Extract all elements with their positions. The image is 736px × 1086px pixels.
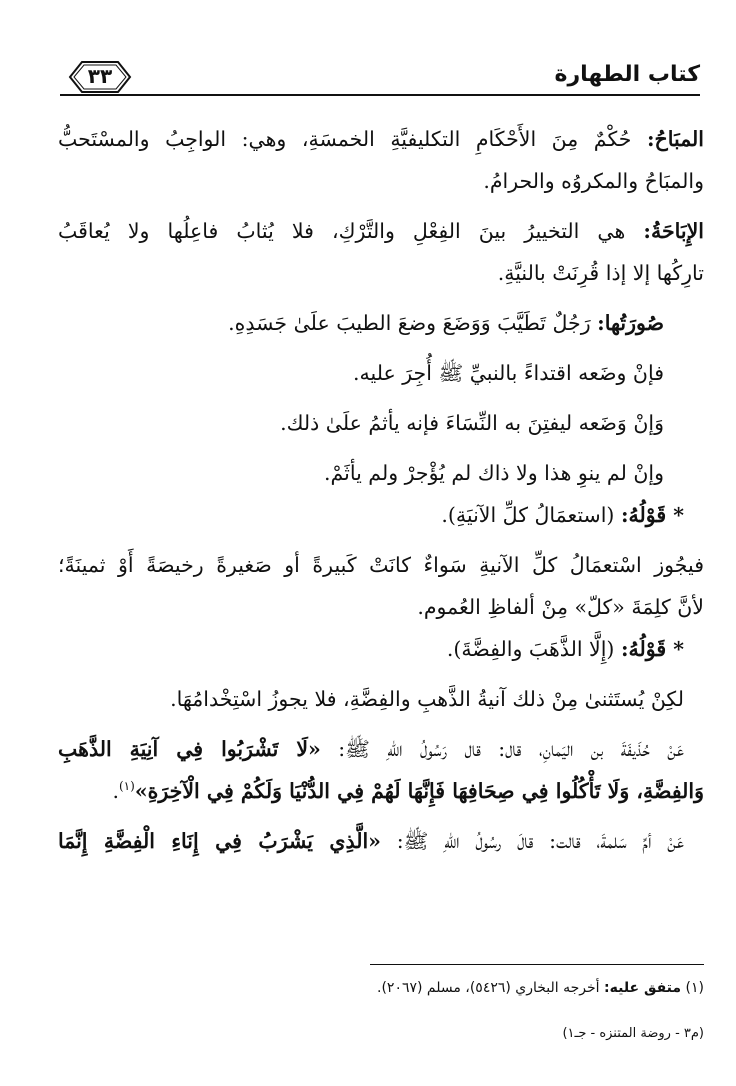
footnote (58, 980, 704, 996)
hadith-text: «لَا تَشْرَبُوا فِي آنِيَةِ الذَّهَبِ (58, 737, 321, 761)
line-text: حُكْمٌ مِنَ الأَحْكَامِ التكليفيَّةِ الخمسَةِ، وهي: الواجِبُ والمسْتَحبُّ (58, 127, 647, 151)
text-line (58, 352, 704, 394)
page-header (60, 58, 700, 98)
text-line (58, 252, 704, 294)
term-ibaha: الإِبَاحَةُ: (643, 219, 704, 243)
line-text: وَإنْ وَضَعه ليفتِنَ به النِّسَاءَ فإنه يأثمُ علَىٰ ذلك. (280, 411, 664, 435)
footnote-label: متفق عليه: (604, 980, 682, 996)
term-qawluhu: * قَوْلُهُ: (620, 503, 684, 527)
line-text: هي التخييرُ بينَ الفِعْلِ والتَّرْكِ، فلا يُثابُ فاعِلُها ولا يُعاقَبُ (58, 219, 644, 243)
line-text: (استعمَالُ كلِّ الآنيَةِ). (441, 503, 621, 527)
line-text: (إِلَّا الذَّهَبَ والفِضَّةَ). (446, 637, 621, 661)
text-line (58, 770, 704, 812)
body-text (58, 118, 704, 862)
line-text: والمبَاحُ والمكروُه والحرامُ. (483, 169, 704, 193)
line-text: وإنْ لم ينوِ هذا ولا ذاك لم يُؤْجرْ ولم يأثَمْ. (323, 461, 664, 485)
term-mubah: المبَاحُ: (646, 127, 704, 151)
text-line (58, 302, 704, 344)
line-text: فيجُوز اسْتعمَالُ كلِّ الآنيةِ سَواءٌ كانَتْ كَبيرةً أو صَغيرةً رخيصَةً أَوْ ثمينَةً؛ (58, 553, 704, 577)
book-title: كتاب الطهارة (554, 62, 700, 87)
line-text: عَنْ أمِّ سَلمةَ، قالت: قالَ رسُولُ اللهِ ﷺ: (380, 829, 684, 853)
text-line (58, 494, 704, 536)
line-text: رَجُلٌ تَطَيَّبَ وَوَضَعَ وضعَ الطيبَ علَىٰ جَسَدِهِ. (228, 311, 598, 335)
line-text: لكِنْ يُستَثنىٰ مِنْ ذلك آنيةُ الذَّهبِ والفِضَّةِ، فلا يجوزُ اسْتِخْدامُهَا. (170, 687, 684, 711)
text-line (58, 118, 704, 160)
term-sura: صُورَتُها: (597, 311, 664, 335)
text-line (58, 728, 704, 770)
line-tail: . (112, 779, 119, 803)
line-text: عَنْ حُذَيفَةَ بن اليَمانِ، قال: قال رَسُولُ اللهِ ﷺ: (320, 737, 684, 761)
text-line (58, 210, 704, 252)
footnote-ref: (١) (118, 779, 135, 794)
text-line (58, 544, 704, 586)
hadith-text: وَالفِضَّةِ، وَلَا تَأْكُلُوا فِي صِحَافِهَا فَإِنَّهَا لَهُمْ فِي الدُّنْيَا وَلَكُمْ فِي الْآخِرَةِ» (134, 779, 704, 803)
text-line (58, 160, 704, 202)
text-line (58, 452, 704, 494)
footnote-rule (370, 964, 704, 965)
page-number: ٣٣ (87, 64, 113, 88)
header-rule (60, 94, 700, 96)
text-line (58, 586, 704, 628)
text-line (58, 820, 704, 862)
text-line (58, 402, 704, 444)
line-text: فإنْ وضَعه اقتداءً بالنبيِّ ﷺ أُجِرَ عليه. (353, 361, 664, 385)
term-qawluhu: * قَوْلُهُ: (620, 637, 684, 661)
hadith-text: «الَّذِي يَشْرَبُ فِي إِنَاءِ الْفِضَّةِ إِنَّمَا (58, 829, 381, 853)
text-line (58, 628, 704, 670)
line-text: لأنَّ كلِمَةَ «كلّ» مِنْ ألفاظِ العُموم. (417, 595, 704, 619)
line-text: تارِكُها إلا إذا قُرِنَتْ بالنيَّةِ. (497, 261, 704, 285)
footnote-marker: (١) (685, 980, 704, 996)
footnote-text: أخرجه البخاري (٥٤٢٦)، مسلم (٢٠٦٧). (377, 980, 600, 996)
page-signature: (م٣ - روضة المتنزه - جـ١) (562, 1026, 704, 1041)
page-number-badge (60, 58, 140, 92)
text-line (58, 678, 704, 720)
